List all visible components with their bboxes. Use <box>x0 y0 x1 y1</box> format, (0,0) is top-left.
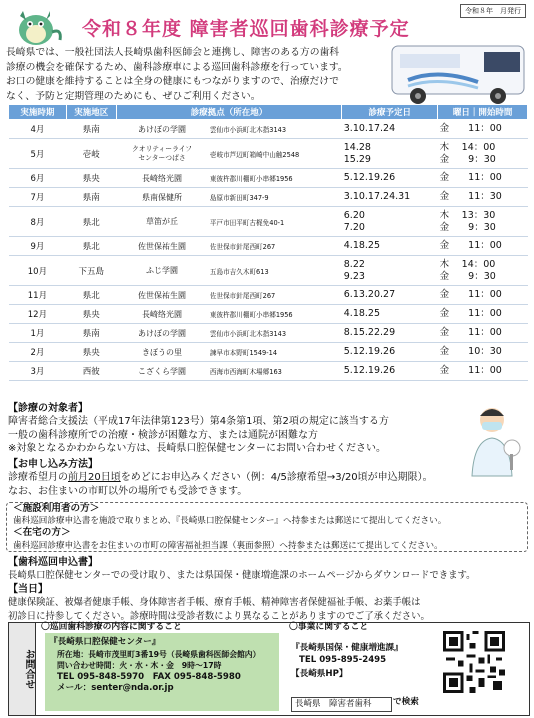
table-row <box>9 305 528 324</box>
col-header-time: 曜日｜開始時間 <box>438 105 528 120</box>
address-cell: 佐世保市針尾西町267 <box>208 237 342 256</box>
center-info <box>45 633 279 711</box>
table-row <box>9 286 528 305</box>
site-cell: あけぼの学園 <box>116 120 208 139</box>
area-cell: 県北 <box>66 286 116 305</box>
site-cell: きぼうの里 <box>116 343 208 362</box>
page-title: 令和８年度 障害者巡回歯科診療予定 <box>82 18 410 40</box>
month-cell: 1月 <box>9 324 67 343</box>
center-address: 所在地：長崎市茂里町3番19号（長崎県歯科医師会館内） <box>57 649 261 659</box>
intro-text: 長崎県では、一般社団法人長崎県歯科医師会と連携し、障害のある方の歯科 診療の機会を確保するため、歯科診療車による巡回歯科診療を行っています。 お口の健康を維持することは全身の健康にもつながりますので、治療だけで なく、予防と定期管理のためにも、ぜひご利用ください。 <box>6 47 348 102</box>
time-cell: 金 11：00 <box>438 120 528 139</box>
dates-cell: 4.18.25 <box>342 305 438 324</box>
area-cell: 県南 <box>66 120 116 139</box>
time-cell: 金 10：30 <box>438 343 528 362</box>
month-cell: 11月 <box>9 286 67 305</box>
table-row <box>9 207 528 237</box>
address-cell: 壱岐市芦辺町箱崎中山触2548 <box>208 139 342 169</box>
area-cell: 下五島 <box>66 256 116 286</box>
center-name: 『長崎県口腔保健センター』 <box>49 637 161 647</box>
form-heading: 【歯科巡回申込書】 <box>8 557 98 568</box>
time-cell: 金 11：00 <box>438 286 528 305</box>
apply-heading: 【お申し込み方法】 <box>8 459 98 470</box>
address-cell: 雲仙市小浜町北木指3143 <box>208 120 342 139</box>
facility-text: 歯科巡回診療申込書を施設で取りまとめ、『長崎県口腔保健センター』へ持参または郵送にて提出してください。 <box>13 516 447 527</box>
site-cell: ふじ学園 <box>116 256 208 286</box>
dates-cell: 8.15.22.29 <box>342 324 438 343</box>
dates-cell: 6.20 7.20 <box>342 207 438 237</box>
apply-line-1 <box>8 471 528 484</box>
site-cell: 県南保健所 <box>116 188 208 207</box>
contact-right-heading: 〇事業に関すること <box>289 622 369 632</box>
month-cell: 3月 <box>9 362 67 381</box>
site-cell: あけぼの学園 <box>116 324 208 343</box>
time-cell: 木 14：00 金 9：30 <box>438 139 528 169</box>
target-section <box>8 402 528 456</box>
time-cell: 金 11：00 <box>438 237 528 256</box>
month-cell: 12月 <box>9 305 67 324</box>
area-cell: 県央 <box>66 169 116 188</box>
table-row <box>9 188 528 207</box>
contact-side-label: お問合せ <box>9 623 36 715</box>
address-cell: 五島市吉久木町613 <box>208 256 342 286</box>
issue-date: 令和８年 月発行 <box>460 4 526 18</box>
month-cell: 7月 <box>9 188 67 207</box>
table-row <box>9 324 528 343</box>
month-cell: 5月 <box>9 139 67 169</box>
col-header-month: 実施時期 <box>9 105 67 120</box>
site-cell: 佐世保祐生園 <box>116 286 208 305</box>
day-line-1: 健康保険証、被爆者健康手帳、身体障害者手帳、療育手帳、精神障害者保健福祉手帳、お薬手帳は <box>8 597 421 609</box>
contact-left-heading: 〇巡回歯科診療の内容に関すること <box>41 622 182 632</box>
address-cell: 西海市西海町木場郷163 <box>208 362 342 381</box>
search-suffix: で検索 <box>393 697 419 707</box>
apply-line-2: なお、お住まいの市町以外の場所でも受診できます。 <box>8 485 248 497</box>
dept-name: 『長崎県国保・健康増進課』 <box>291 643 403 653</box>
time-cell: 金 11：30 <box>438 188 528 207</box>
area-cell: 県南 <box>66 188 116 207</box>
address-cell: 諫早市本野町1549-14 <box>208 343 342 362</box>
dental-bus-icon <box>388 38 530 110</box>
target-line-3: ※対象となるかわからない方は、長崎県口腔保健センターにお問い合わせください。 <box>8 443 386 455</box>
address-cell: 雲仙市小浜町北木指3143 <box>208 324 342 343</box>
address-cell: 東彼杵郡川棚町小串郷1956 <box>208 169 342 188</box>
month-cell: 6月 <box>9 169 67 188</box>
table-row <box>9 343 528 362</box>
contact-box <box>8 622 530 716</box>
table-row <box>9 237 528 256</box>
area-cell: 県央 <box>66 343 116 362</box>
site-cell: 長崎络光園 <box>116 169 208 188</box>
month-cell: 9月 <box>9 237 67 256</box>
time-cell: 金 11：00 <box>438 305 528 324</box>
target-heading: 【診療の対象者】 <box>8 403 88 414</box>
address-cell: 島原市新田町347-9 <box>208 188 342 207</box>
site-cell: 長崎络光園 <box>116 305 208 324</box>
search-box[interactable]: 長崎県 障害者歯科 <box>291 697 392 712</box>
table-row <box>9 139 528 169</box>
month-cell: 8月 <box>9 207 67 237</box>
day-heading: 【当日】 <box>8 583 48 595</box>
facility-heading: ＜施設利用者の方＞ <box>13 503 100 514</box>
home-heading: ＜在宅の方＞ <box>13 527 71 539</box>
address-cell: 佐世保市針尾西町267 <box>208 286 342 305</box>
month-cell: 10月 <box>9 256 67 286</box>
month-cell: 4月 <box>9 120 67 139</box>
time-cell: 木 14：00 金 9：30 <box>438 256 528 286</box>
target-line-1: 障害者総合支援法（平成17年法律第123号）第4条第1項、第2項の規定に該当する方 <box>8 416 389 428</box>
dept-tel: TEL 095-895-2495 <box>299 655 387 665</box>
area-cell: 県北 <box>66 237 116 256</box>
hp-label: 【長崎県HP】 <box>291 669 348 679</box>
area-cell: 県北 <box>66 207 116 237</box>
time-cell: 金 11：00 <box>438 362 528 381</box>
target-line-2: 一般の歯科診療所での治療・検診が困難な方、または通院が困難な方 <box>8 429 318 441</box>
apply-deadline: 前月20日頃 <box>68 472 121 484</box>
address-cell: 平戸市田平町古梶免40-1 <box>208 207 342 237</box>
col-header-dates: 診療予定日 <box>342 105 438 120</box>
area-cell: 県南 <box>66 324 116 343</box>
dates-cell: 5.12.19.26 <box>342 169 438 188</box>
site-cell: クオリティーライフ センターつばさ <box>116 139 208 169</box>
area-cell: 壱岐 <box>66 139 116 169</box>
form-section <box>8 556 528 623</box>
area-cell: 西彼 <box>66 362 116 381</box>
area-cell: 県央 <box>66 305 116 324</box>
site-cell: 佐世保祐生園 <box>116 237 208 256</box>
dates-cell: 8.22 9.23 <box>342 256 438 286</box>
time-cell: 金 11：00 <box>438 169 528 188</box>
dates-cell: 14.28 15.29 <box>342 139 438 169</box>
dates-cell: 3.10.17.24.31 <box>342 188 438 207</box>
table-row <box>9 256 528 286</box>
address-cell: 東彼杵郡川棚町小串郷1956 <box>208 305 342 324</box>
col-header-area: 実施地区 <box>66 105 116 120</box>
form-text: 長崎県口腔保健センターでの受け取り、または県国保・健康増進課のホームページからダウンロードできます。 <box>8 570 476 582</box>
apply-methods-box <box>6 502 528 552</box>
center-mail[interactable]: メール：senter@nda.or.jp <box>57 683 174 694</box>
center-tel: TEL 095-848-5970 FAX 095-848-5980 <box>57 671 241 682</box>
time-cell: 木 13：30 金 9：30 <box>438 207 528 237</box>
schedule-table <box>8 104 528 381</box>
dates-cell: 5.12.19.26 <box>342 343 438 362</box>
table-row <box>9 120 528 139</box>
dates-cell: 4.18.25 <box>342 237 438 256</box>
dates-cell: 5.12.19.26 <box>342 362 438 381</box>
site-cell: こざくら学園 <box>116 362 208 381</box>
table-row <box>9 362 528 381</box>
site-cell: 草笛が丘 <box>116 207 208 237</box>
table-row <box>9 169 528 188</box>
col-header-site: 診療拠点（所在地） <box>116 105 342 120</box>
day-line-2: 初診日に持参してください。診療時間は受診者数により異なることがありますのでご了承ください。 <box>8 610 430 622</box>
apply-section <box>8 458 528 498</box>
dates-cell: 3.10.17.24 <box>342 120 438 139</box>
home-text: 歯科巡回診療申込書をお住まいの市町の障害福祉担当課（裏面参照）へ持参または郵送にて提出してください。 <box>13 540 443 551</box>
center-hours: 問い合わせ時間：火・水・木・金 9時～17時 <box>57 661 222 671</box>
month-cell: 2月 <box>9 343 67 362</box>
time-cell: 金 11：00 <box>438 324 528 343</box>
apply-pre: 診療希望月の <box>8 472 68 484</box>
qr-code-icon[interactable] <box>443 631 505 693</box>
dates-cell: 6.13.20.27 <box>342 286 438 305</box>
mascot-dragon-icon <box>6 2 64 50</box>
apply-post: をめどにお申込みください（例：4/5診療希望→3/20頃が申込期限）。 <box>120 472 433 484</box>
